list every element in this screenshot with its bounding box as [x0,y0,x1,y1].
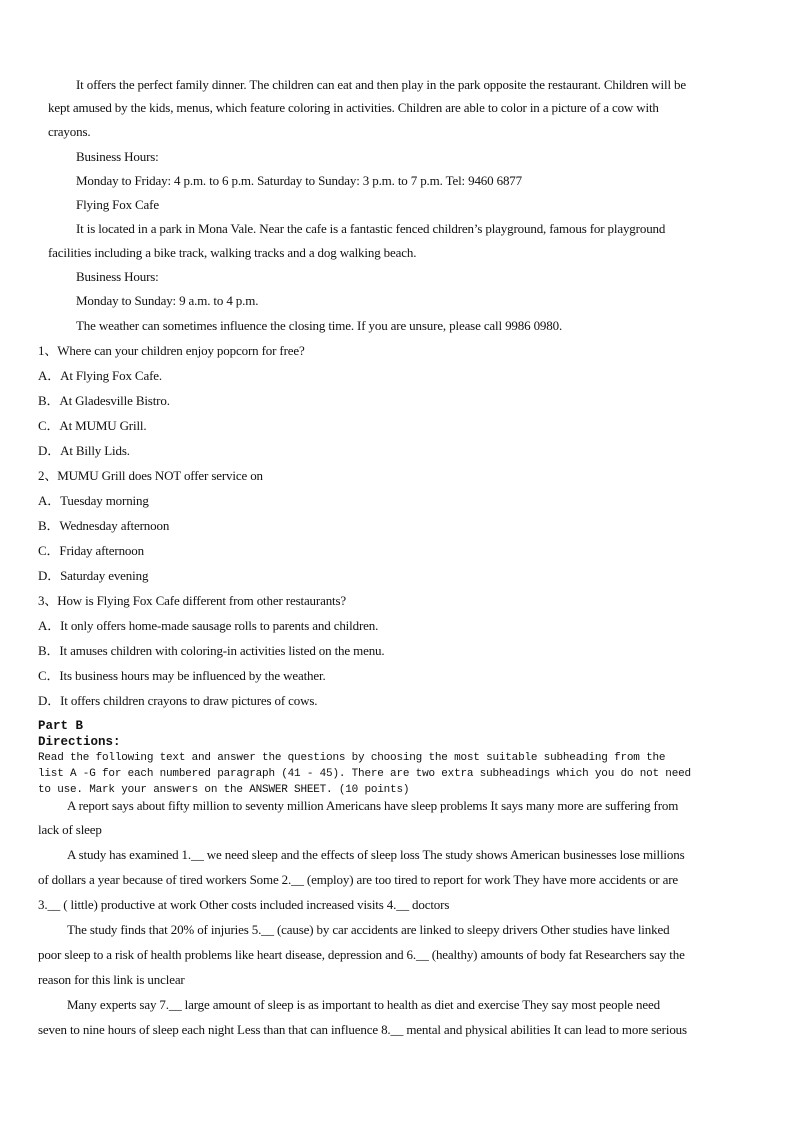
passage-line: Many experts say 7.__ large amount of sleep is as important to health as diet and exercise They say most people need [67,997,660,1012]
paragraph-line: It is located in a park in Mona Vale. Near the cafe is a fantastic fenced children’s playground, famous for playground [76,221,666,236]
question-stem: 2、MUMU Grill does NOT offer service on [38,468,263,483]
paragraph-line: facilities including a bike track, walking tracks and a dog walking beach. [48,245,417,260]
passage-line: The study finds that 20% of injuries 5.__ (cause) by car accidents are linked to sleepy drivers Other studies have linked [67,922,670,937]
passage-line: seven to nine hours of sleep each night Less than that can influence 8.__ mental and physical abilities It can lead to more serious [38,1022,687,1037]
business-hours-label: Business Hours: [76,149,159,164]
cafe-name: Flying Fox Cafe [76,197,159,212]
paragraph-line: kept amused by the kids, menus, which feature coloring in activities. Children are able to color in a picture of a cow with [48,100,659,115]
paragraph-line: It offers the perfect family dinner. The children can eat and then play in the park opposite the restaurant. Children will be [76,77,686,92]
passage-line: A study has examined 1.__ we need sleep and the effects of sleep loss The study shows American businesses lose millions [67,847,685,862]
paragraph-line: crayons. [48,124,91,139]
question-option: A．Tuesday morning [38,493,149,508]
business-hours-label: Business Hours: [76,269,159,284]
question-option: C．Its business hours may be influenced by the weather. [38,668,326,683]
directions-line: to use. Mark your answers on the ANSWER SHEET. (10 points) [38,784,410,796]
question-option: A．It only offers home-made sausage rolls to parents and children. [38,618,379,633]
weather-note: The weather can sometimes influence the closing time. If you are unsure, please call 9986 0980. [76,318,563,333]
part-b-title: Part B [38,719,84,733]
question-option: B．Wednesday afternoon [38,518,170,533]
question-option: D．Saturday evening [38,568,149,583]
question-option: C．At MUMU Grill. [38,418,147,433]
question-option: A．At Flying Fox Cafe. [38,368,162,383]
directions-label: Directions: [38,735,121,749]
question-option: B．At Gladesville Bistro. [38,393,170,408]
business-hours: Monday to Sunday: 9 a.m. to 4 p.m. [76,293,259,308]
question-option: B．It amuses children with coloring-in activities listed on the menu. [38,643,385,658]
passage-line: of dollars a year because of tired workers Some 2.__ (employ) are too tired to report for work They have more accidents or are [38,872,679,887]
passage-line: lack of sleep [38,822,102,837]
question-option: D．It offers children crayons to draw pictures of cows. [38,693,318,708]
directions-line: Read the following text and answer the questions by choosing the most suitable subheading from the [38,752,666,764]
passage-line: reason for this link is unclear [38,972,185,987]
question-stem: 3、How is Flying Fox Cafe different from other restaurants? [38,593,347,608]
directions-line: list A -G for each numbered paragraph (41 - 45). There are two extra subheadings which you do not need [38,768,691,780]
question-option: C．Friday afternoon [38,543,144,558]
question-option: D．At Billy Lids. [38,443,130,458]
question-stem: 1、Where can your children enjoy popcorn for free? [38,343,305,358]
passage-line: poor sleep to a risk of health problems like heart disease, depression and 6.__ (healthy) amounts of body fat Researchers say the [38,947,685,962]
business-hours: Monday to Friday: 4 p.m. to 6 p.m. Saturday to Sunday: 3 p.m. to 7 p.m. Tel: 9460 6877 [76,173,522,188]
passage-line: 3.__ ( little) productive at work Other costs included increased visits 4.__ doctors [38,897,450,912]
passage-line: A report says about fifty million to seventy million Americans have sleep problems It says many more are suffering from [67,798,679,813]
